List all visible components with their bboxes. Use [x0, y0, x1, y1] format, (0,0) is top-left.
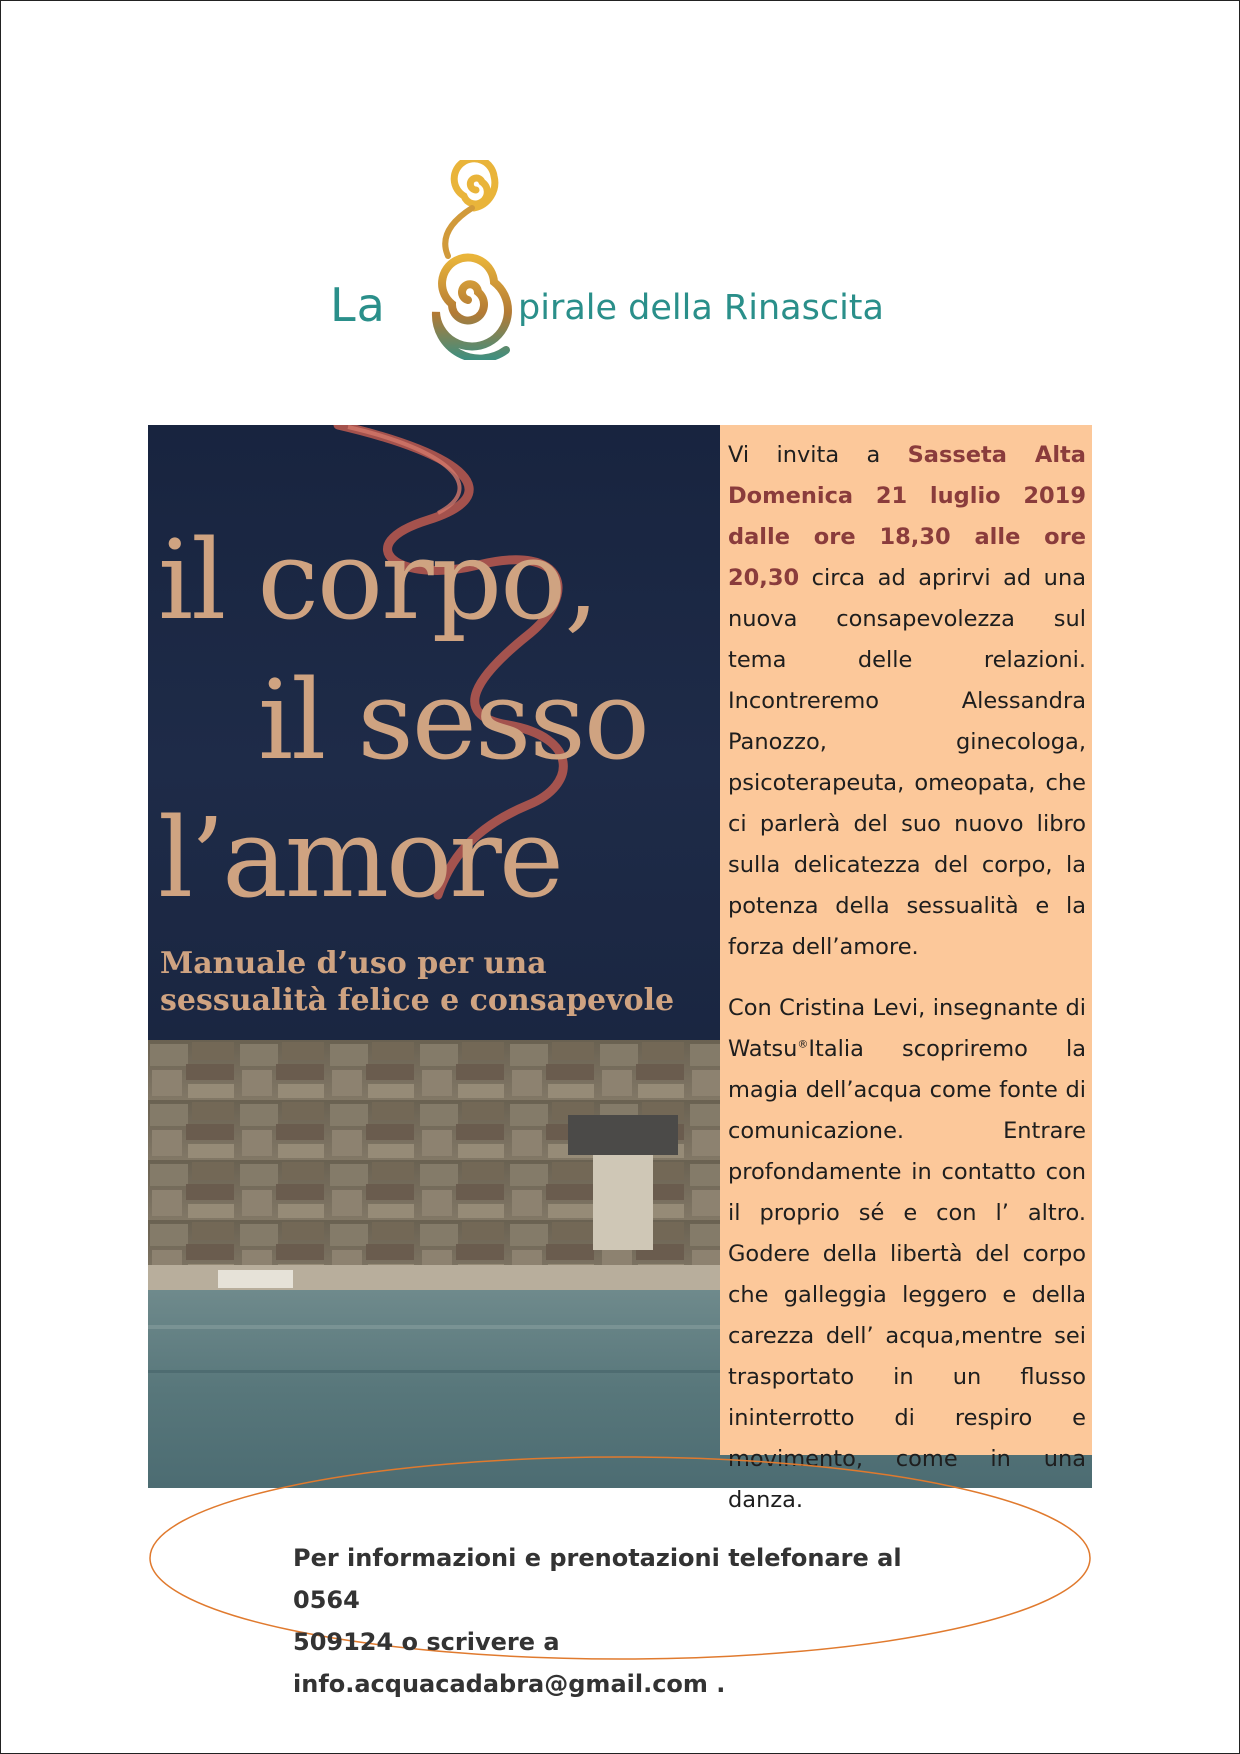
contact-text [293, 1537, 953, 1705]
logo [330, 160, 890, 370]
cover-subtitle-line1: Manuale d’uso per una [160, 946, 547, 981]
cover-title-line1: il corpo, [158, 516, 598, 644]
registered-mark: ® [797, 1037, 809, 1051]
event-date-highlight: Sasseta Alta Domenica 21 luglio 2019 dalle ore 18,30 alle ore 20,30 [728, 442, 1086, 591]
book-cover [148, 425, 720, 1040]
cover-subtitle-line2: sessualità felice e consapevole [160, 983, 675, 1018]
logo-text: pirale della Rinascita [518, 288, 884, 328]
cover-subtitle [160, 945, 674, 1019]
contact-line2: 509124 o scrivere a info.acquacadabra@gmail.com . [293, 1628, 726, 1698]
cover-title-line3: l’amore [158, 794, 561, 922]
contact-info [148, 1455, 1092, 1698]
logo-prefix: La [330, 278, 386, 332]
invitation-panel [720, 425, 1092, 1513]
invitation-paragraph-1: Vi invita a Sasseta Alta Domenica 21 luglio 2019 dalle ore 18,30 alle ore 20,30 circa ad aprirvi ad una nuova consapevolezza sul tema delle relazioni. Incontreremo Alessandra Panozzo, ginecologa, psicoterapeuta, omeopata, che ci parlerà del suo nuovo libro sulla delicatezza del corpo, la potenza della sessualità e la forza dell’amore. [728, 442, 1086, 960]
spiral-logo-icon [410, 160, 530, 360]
invitation-text [728, 435, 1086, 1521]
contact-line1: Per informazioni e prenotazioni telefonare al 0564 [293, 1544, 902, 1614]
invitation-paragraph-2: Con Cristina Levi, insegnante di Watsu®Italia scopriremo la magia dell’acqua come fonte di comunicazione. Entrare profondamente in contatto con il proprio sé e con l’ altro. Godere della libertà del corpo che galleggia leggero e della carezza dell’ acqua,mentre sei trasportato in un flusso ininterrotto di respiro e movimento, come in una danza. [728, 995, 1086, 1513]
cover-title-line2: il sesso [258, 656, 649, 784]
